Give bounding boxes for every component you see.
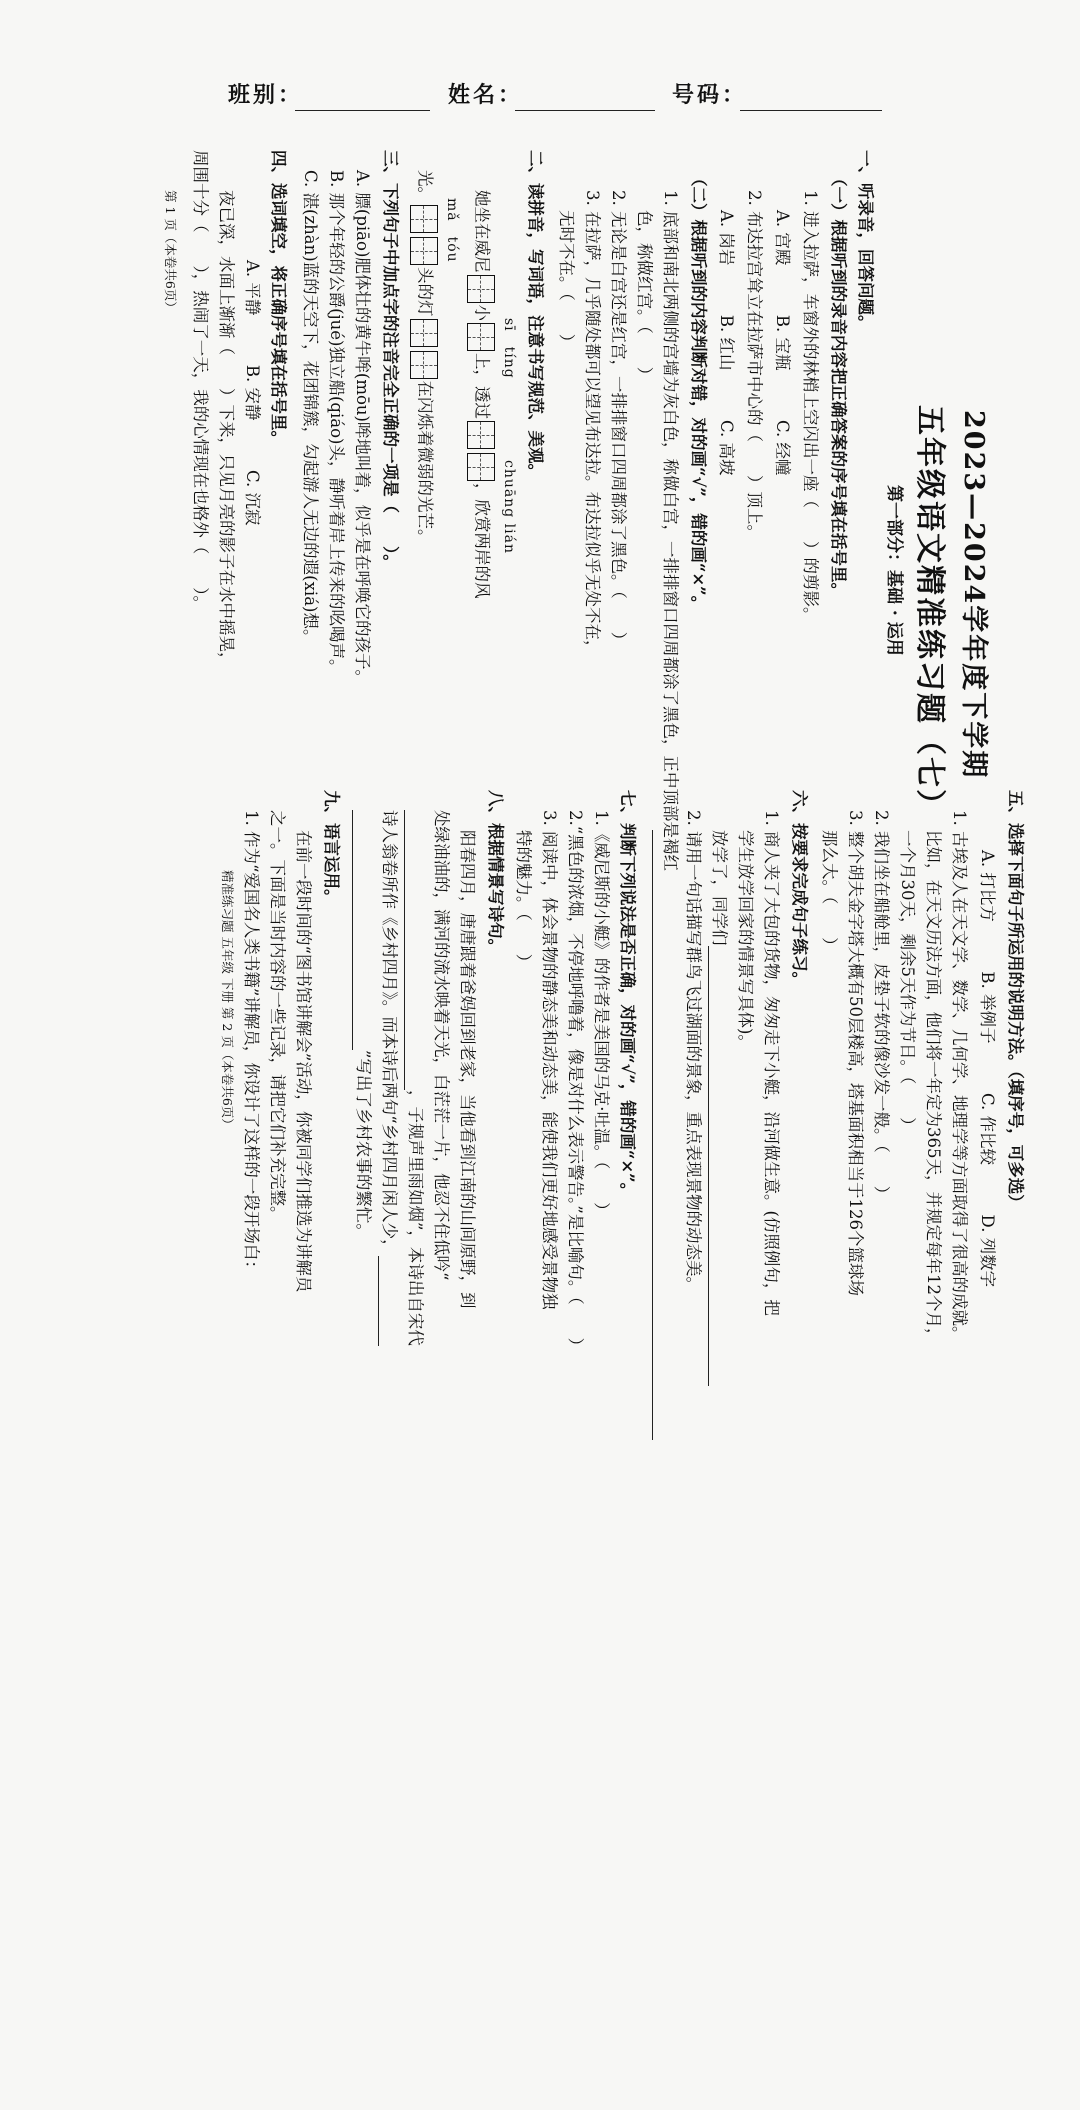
question-1a-1-options: A. 宫殿 B. 宝瓶 C. 经幢 [773,210,792,476]
writing-text: 小 [472,304,492,321]
section-4-text-2: 周围十分（ ），热闹了一天，我的心情现在也格外（ ）。 [191,150,210,612]
question-6-1-cont: 学生放学回家的情景写具体)。 [736,830,755,1051]
poem-text: ”写出了乡村农事的繁忙。 [354,1050,373,1240]
writing-grid[interactable] [467,453,495,481]
question-3-option-a: A. 膘(piāo)肥体壮的黄牛哞(mōu)哞地叫着，似乎是在呼唤它的孩子。 [353,170,372,686]
section-7-heading: 七、判断下列说法是否正确，对的画“√”，错的画“×”。 [618,790,637,1200]
question-3-option-c: C. 湛(zhàn)蓝的天空下，花团锦簇，勾起游人无边的遐(xiá)想。 [301,170,320,646]
name-label: 姓名： [448,82,524,108]
poem-text: ，子规声里雨如烟”，本诗出自宋代 [406,1090,425,1346]
part-heading: 第一部分：基础 · 运用 [884,485,904,656]
section-4-text-1: 夜已深，水面上渐渐（ ）下来，只见月亮的影子在水中摇晃， [217,190,236,669]
page-2-footer: 精准练习题 五年级 下册 第 2 页（本卷共6页） [220,870,235,1131]
question-1b-1: 1. 底部和南北两侧的宫墙为灰白色，称做白宫，一排排窗口四周都涂了黑色，正中顶部是褐红 [661,190,680,871]
question-1a-2: 2. 布达拉宫耸立在拉萨市中心的（ ）顶上。 [745,190,764,541]
page-1-footer: 第 1 页（本卷共6页） [163,190,178,314]
question-6-1: 1. 商人夹了大包的货物，匆匆走下小艇，沿河做生意。(仿照例句，把 [762,810,781,1316]
exam-page-2 [220,790,1025,2110]
writing-text: 她坐在威尼 [472,190,492,273]
question-1b-3: 3. 在拉萨，几乎随处都可以望见布达拉。布达拉似乎无处不在， [583,190,602,657]
answer-blank[interactable] [352,810,367,1050]
class-field[interactable] [295,110,430,111]
section-4-heading: 四、选词填空，将正确序号填在括号里。 [269,150,288,447]
section-8-heading: 八、根据情景写诗句。 [486,790,505,955]
number-field[interactable] [740,110,882,111]
section-9-text-3: 1. 作为“爱国名人类书籍”讲解员，你设计了这样的一段开场白： [242,810,261,1277]
exam-year-title: 2023—2024学年度下学期 [958,410,989,780]
writing-line-2 [410,170,438,546]
question-5-1: 1. 古埃及人在天文学、数学、几何学、地理学等方面取得了很高的成就。 [950,810,969,1343]
poem-text: 诗人翁卷所作《乡村四月》。而本诗后两句“乡村四月闲人少， [380,810,399,1256]
section-8-line-3 [404,810,425,1346]
question-1a-1: 1. 进入拉萨，车窗外的林梢上空闪出一座（ ）的剪影。 [801,190,820,624]
question-6-2: 2. 请用一句话描写群鸟飞过湖面的景象，重点表现景物的动态美。 [684,810,703,1293]
answer-prompt: 放学了，同学们 [710,830,729,946]
question-1b-3-cont: 无时不在。（ ） [557,210,576,351]
writing-grid[interactable] [410,237,438,265]
question-5-2: 2. 我们坐在船舱里，皮垫子软的像沙发一般。（ ） [872,810,891,1203]
name-field[interactable] [515,110,655,111]
question-7-2: 2.“黑色的浓烟，不停地呼噜着，像是对什么表示警告。”是比喻句。（ ） [566,810,585,1355]
section-8-line-5 [352,810,373,1240]
question-1a-2-options: A. 岗岩 B. 红山 C. 高坡 [717,210,736,476]
pinyin-matou: mǎ tóu [444,198,460,263]
question-3-option-b: B. 那个年轻的公爵(jué)独立船(qiáo)头，静听着岸上传来的吆喝声。 [327,170,346,676]
writing-grid[interactable] [467,275,495,303]
writing-text: 光。 [415,170,435,203]
section-1b-heading: （二）根据听到的内容判断对错，对的画“√”，错的画“×”。 [689,170,708,613]
writing-line-1 [467,190,495,599]
answer-blank[interactable] [652,830,667,1440]
section-8-text-2: 处绿油油的，满河的流水映着天光，白茫茫一片，他忍不住低吟“ [432,810,451,1281]
section-2-heading: 二、读拼音，写词语，注意书写规范、美观。 [526,150,545,480]
question-1b-1-cont: 色，称做红宫。（ ） [635,210,654,384]
writing-grid[interactable] [410,205,438,233]
exam-title: 五年级语文精准练习题（七） [912,405,947,821]
section-1-heading: 一、听录音，回答问题。 [856,150,875,332]
question-7-3-cont: 特的魅力。（ ） [514,830,533,971]
class-label: 班别： [228,82,304,108]
writing-grid[interactable] [410,351,438,379]
section-5-options: A. 打比方 B. 举例子 C. 作比较 D. 列数字 [978,850,997,1288]
question-1b-2: 2. 无论是白宫还是红宫，一排排窗口四周都涂了黑色。（ ） [609,190,628,649]
number-label: 号码： [672,82,748,108]
writing-grid[interactable] [467,421,495,449]
writing-grid[interactable] [467,323,495,351]
question-5-1-cont: 比如，在天文历法方面，他们将一年定为365天，并规定每年12个月， [924,830,943,1345]
question-7-1: 1.《威尼斯的小艇》的作者是美国的马克·吐温。（ ） [592,810,611,1219]
writing-text: 在闪烁着微弱的光芒。 [415,380,435,546]
section-8-text-1: 阳春四月，唐唐跟着爸妈回到老家，当他看到江南的山间原野，到 [458,830,477,1309]
answer-line-6-2 [652,830,673,1440]
section-8-line-4 [378,810,399,1346]
question-7-3: 3. 阅读中，体会景物的静态美和动态美，能使我们更好地感受景物独 [540,810,559,1310]
writing-text: 头的灯 [415,267,435,317]
section-9-text-2: 之一。下面是当时内容的一些记录，请把它们补充完整。 [268,810,287,1223]
writing-text: ，欣赏两岸的风 [472,483,492,599]
pinyin-chuanglian: chuāng lián [501,460,517,554]
writing-text: 上，透过 [472,353,492,419]
student-info-header [0,0,1080,150]
answer-line-6-1 [708,830,729,1386]
section-3-heading: 三、下列句子中加点字的注音完全正确的一项是（ ）。 [381,150,400,571]
section-6-heading: 六、按要求完成句子练习。 [790,790,809,988]
section-9-text-1: 在前一段时间的“图书馆讲解会”活动，你被同学们推选为讲解员 [294,830,313,1293]
section-1a-heading: （一）根据听到的录音内容把正确答案的序号填在括号里。 [829,170,848,599]
section-5-heading: 五、选择下面句子所运用的说明方法。（填序号，可多选） [1006,790,1025,1211]
section-9-heading: 九、语言运用。 [322,790,341,906]
answer-blank[interactable] [708,946,723,1386]
question-5-1-cont2: 一个月30天，剩余5天作为节日。（ ） [898,830,917,1134]
question-5-3: 3. 整个胡夫金字塔大概有50层楼高，塔基面积相当于126个篮球场 [846,810,865,1296]
answer-blank[interactable] [404,810,419,1090]
answer-blank[interactable] [378,1256,393,1346]
writing-grid[interactable] [410,319,438,347]
question-5-3-cont: 那么大。（ ） [820,830,839,954]
pinyin-siting: sī tíng [501,318,517,379]
section-4-options: A. 平静 B. 安静 C. 沉寂 [243,260,262,526]
